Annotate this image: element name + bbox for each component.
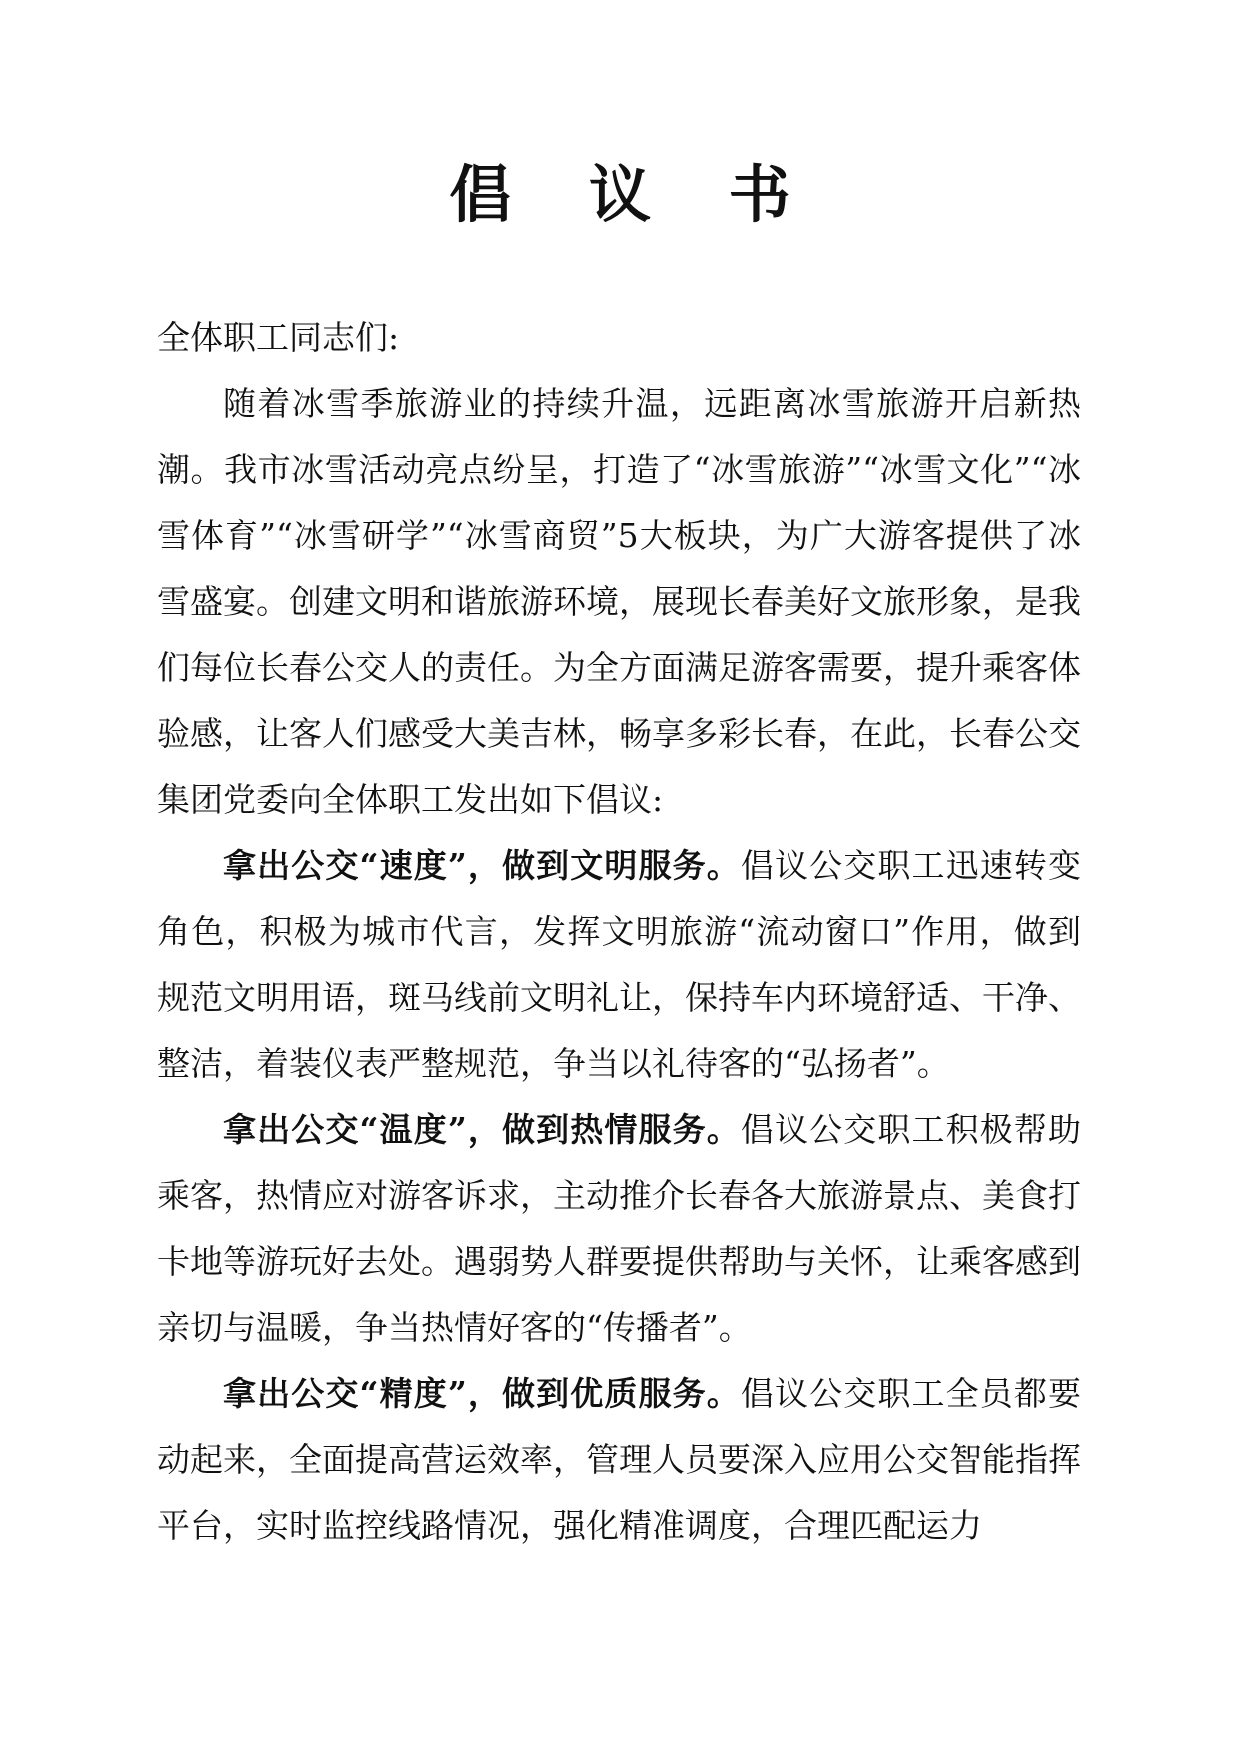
document-body [157,305,1081,1559]
section-text: 倡议公交职工全员都要动起来，全面提高营运效率，管理人员要深入应用公交智能指挥平台，实时监控线路情况，强化精准调度，合理匹配运力 [157,1374,1081,1545]
section-heading: 拿出公交“速度”，做到文明服务。 [223,846,741,885]
section-heading: 拿出公交“精度”，做到优质服务。 [223,1374,741,1413]
section-speed [157,833,1081,1097]
section-text: 倡议公交职工积极帮助乘客，热情应对游客诉求，主动推介长春各大旅游景点、美食打卡地等游玩好去处。遇弱势人群要提供帮助与关怀，让乘客感到亲切与温暖，争当热情好客的“传播者”。 [157,1110,1081,1347]
intro-paragraph: 随着冰雪季旅游业的持续升温，远距离冰雪旅游开启新热潮。我市冰雪活动亮点纷呈，打造了“冰雪旅游”“冰雪文化”“冰雪体育”“冰雪研学”“冰雪商贸”5大板块，为广大游客提供了冰雪盛宴。创建文明和谐旅游环境，展现长春美好文旅形象，是我们每位长春公交人的责任。为全方面满足游客需要，提升乘客体验感，让客人们感受大美吉林，畅享多彩长春，在此，长春公交集团党委向全体职工发出如下倡议: [157,384,1081,819]
section-warmth [157,1097,1081,1361]
section-heading: 拿出公交“温度”，做到热情服务。 [223,1110,741,1149]
section-precision [157,1361,1081,1559]
document-title: 倡 议 书 [449,158,819,231]
section-text: 倡议公交职工迅速转变角色，积极为城市代言，发挥文明旅游“流动窗口”作用，做到规范文明用语，斑马线前文明礼让，保持车内环境舒适、干净、整洁，着装仪表严整规范，争当以礼待客的“弘扬者”。 [157,846,1081,1083]
salutation: 全体职工同志们: [157,318,400,357]
